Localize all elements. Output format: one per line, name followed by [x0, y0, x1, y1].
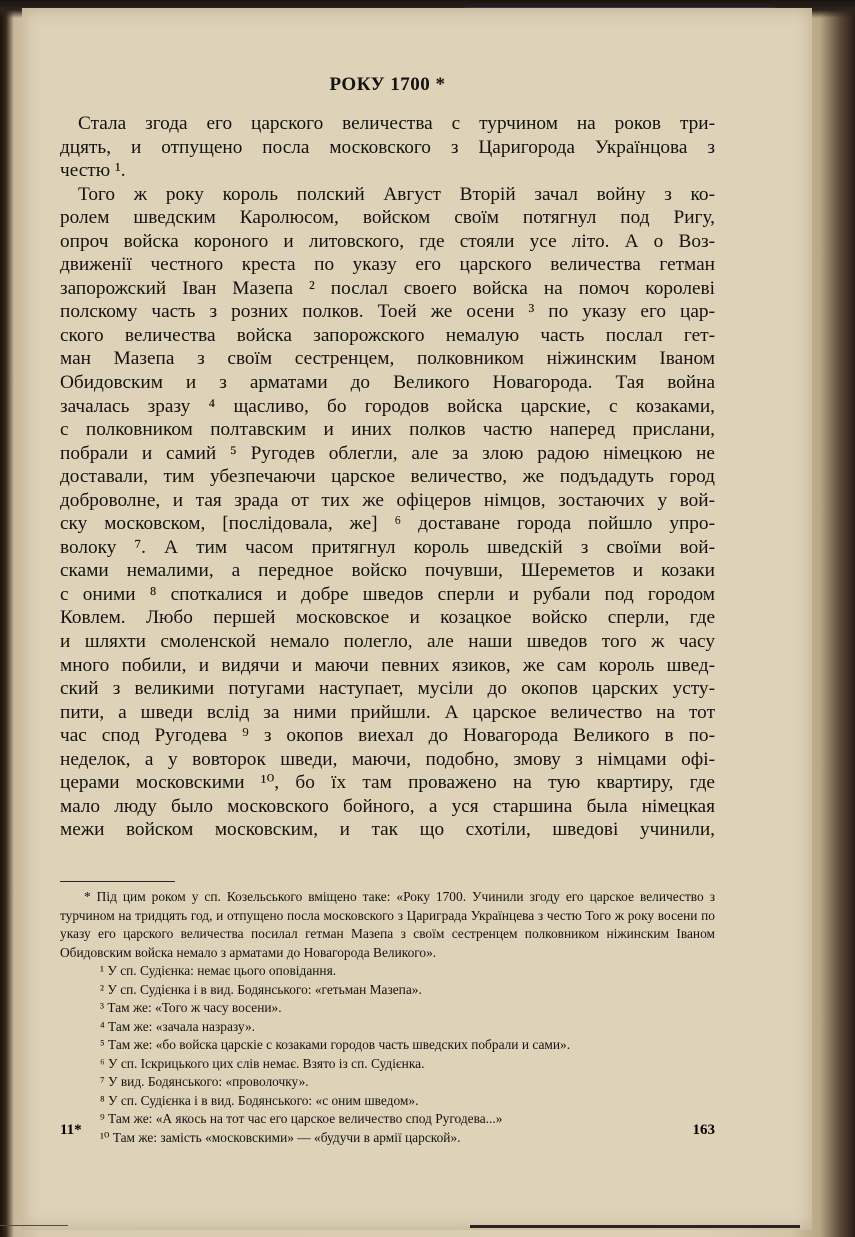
text-line: ролем шведским Каролюсом, войском своїм потягнул под Ригу, — [60, 207, 715, 229]
footnote-5: ⁵ Там же: «бо войска царскіе с козаками городов часть шведских побрали и сами». — [100, 1037, 571, 1052]
main-text — [60, 112, 715, 842]
text-line: Обидовским и з арматами до Великого Новагорода. Тая война — [60, 372, 715, 394]
footnote-8: ⁸ У сп. Судієнка і в вид. Бодянського: «с оним шведом». — [100, 1092, 419, 1108]
text-line: волоку ⁷. А тим часом притягнул король шведскій з своїми вой- — [60, 536, 715, 558]
text-line: доставали, тим убезпечаючи царское величество, же подъдадуть город — [60, 466, 715, 488]
text-line: межи войском московским, и так що схотіли, шведові учинили, — [60, 819, 715, 841]
text-line: побрали и самий ⁵ Ругодев облегли, але за злою радою німецкою не — [60, 442, 715, 464]
footnote-rule — [60, 881, 175, 882]
text-line: ску московском, [послідовала, же] ⁶ доставане города пойшло упро- — [60, 513, 715, 535]
text-line: ман Мазепа з своїм сестренцем, полковником ніжинским Іваном — [60, 348, 715, 370]
text-line: честю ¹. — [60, 160, 126, 182]
text-line: полскому часть з розних полков. Тоей же осени ³ по указу его цар- — [60, 301, 715, 323]
text-line: запорожский Іван Мазепа ² послал своего войска на помоч королеві — [60, 277, 715, 299]
text-line: Ковлем. Любо першей московское и козацкое войско сперли, где — [60, 607, 715, 629]
text-line: церами московскими ¹⁰, бо їх там проважено на тую квартиру, где — [60, 772, 715, 794]
footnote-3: ³ Там же: «Того ж часу восени». — [100, 1000, 282, 1015]
text-line: неделок, а у вовторок шведи, маючи, подобно, змову з німцами офі- — [60, 748, 715, 770]
footnote-4: ⁴ Там же: «зачала назразу». — [100, 1018, 255, 1034]
text-line: мало люду было московского бойного, а уся старшина была німецкая — [60, 795, 715, 817]
page-title: РОКУ 1700 * — [329, 74, 446, 95]
text-line: много побили, и видячи и маючи певних язиков, же сам король швед- — [60, 654, 715, 676]
text-line: дцять, и отпущено посла московского з Царигорода Українцова з — [60, 136, 715, 158]
bottom-left-line — [0, 1225, 68, 1226]
footnote-2: ² У сп. Судієнка і в вид. Бодянського: «гетьман Мазепа». — [100, 981, 422, 997]
text-line: сками немалими, а передное войско почувши, Шереметов и козаки — [60, 560, 715, 582]
text-line: ского величества войска запорожского немалую часть послал гет- — [60, 324, 715, 346]
text-line: зачалась зразу ⁴ щасливо, бо городов войска царские, с козаками, — [60, 395, 715, 417]
text-line: пити, а шведи вслід за ними прийшли. А царское величество на тот — [60, 701, 715, 723]
footnote-10: ¹⁰ Там же: замість «московскими» — «будучи в армії царской». — [100, 1129, 461, 1145]
footnote-star: * Під цим роком у сп. Козельського вміщено таке: «Року 1700. Учинили згоду его царское величество з турчином на тридцять год, и отпущено посла московского з Цариграда Українцева з честю Того ж року восени по указу его царского величества посилал гетман Мазепа з своїм сестренцем полковником ніжинским Іваном Обидовским войска немало з арматами до Новагорода Великого». — [60, 889, 715, 960]
text-line: и шляхти смоленской немало полегло, але наши шведов того ж часу — [60, 631, 715, 653]
footnote-7: ⁷ У вид. Бодянського: «проволочку». — [100, 1074, 309, 1089]
footnote-6: ⁶ У сп. Іскрицького цих слів немає. Взято із сп. Судієнка. — [100, 1055, 425, 1071]
text-line: с оними ⁸ споткалися и добре шведов сперли и рубали под городом — [60, 583, 715, 605]
bottom-edge-line — [470, 1225, 800, 1228]
text-line: Того ж року король полский Август Вторій зачал войну з ко- — [78, 183, 715, 205]
footnote-1: ¹ У сп. Судієнка: немає цього оповідання. — [100, 963, 337, 978]
footnote-9: ⁹ Там же: «А якось на тот час его царское величество спод Ругодева...» — [100, 1111, 503, 1126]
text-line: с полковником полтавским и иних полков частю наперед прислани, — [60, 419, 715, 441]
text-line: Стала згода его царского величества с турчином на роков три- — [78, 113, 715, 134]
text-line: движенії честного креста по указу его царского величества гетман — [60, 254, 715, 276]
text-line: ский з великими потугами наступает, мусіли до окопов царских усту- — [60, 678, 715, 700]
footnotes — [60, 888, 715, 1147]
page-number: 163 — [692, 1122, 715, 1138]
text-line: доброволне, и тая зрада от тих же офіцеров німцов, зостаючих у вой- — [60, 489, 715, 511]
text-line: час спод Ругодева ⁹ з окопов виехал до Новагорода Великого в по- — [60, 725, 715, 747]
text-line: опроч войска короного и литовского, где стояли усе літо. А о Воз- — [60, 230, 715, 252]
page-content — [60, 72, 715, 842]
signature-mark: 11* — [60, 1122, 82, 1138]
